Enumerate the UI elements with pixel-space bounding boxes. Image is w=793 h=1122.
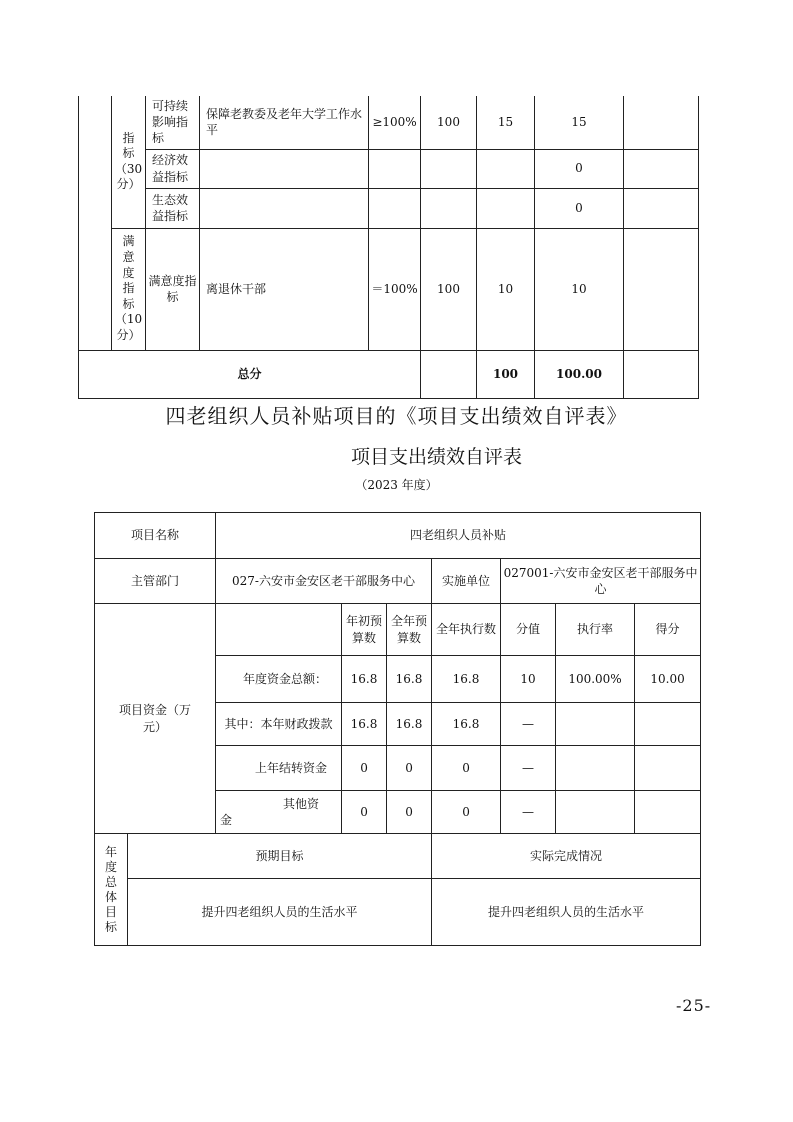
weight-value: 10	[477, 228, 535, 350]
total-weight: 100	[477, 350, 535, 398]
weight-value	[477, 149, 535, 188]
level1-char: （30	[114, 161, 143, 176]
funds-row-label: 上年结转资金	[216, 746, 342, 791]
expected-goal-header: 预期目标	[128, 834, 432, 879]
funds-value: 0	[432, 791, 501, 834]
level2-indicator: 满意度指标	[146, 228, 200, 350]
indicator-name: 保障老教委及老年大学工作水平	[200, 96, 369, 149]
funds-value: 16.8	[342, 656, 387, 703]
actual-value: 100	[421, 228, 477, 350]
score-value: 10	[535, 228, 624, 350]
page-number: -25-	[676, 996, 712, 1015]
actual-completion-value: 提升四老组织人员的生活水平	[432, 879, 701, 946]
funds-value: 16.8	[342, 703, 387, 746]
level2-indicator: 可持续影响指标	[146, 96, 200, 149]
annual-goal-label	[95, 834, 128, 946]
funds-row-label: 年度资金总额：	[216, 656, 342, 703]
funds-value	[556, 703, 635, 746]
table-row	[79, 188, 699, 228]
level1-char: 指	[122, 130, 135, 145]
funds-value	[635, 791, 701, 834]
note-cell	[624, 96, 699, 149]
level1-char: 满	[122, 234, 135, 249]
level1-char: （10	[114, 312, 143, 327]
level2-indicator: 生态效益指标	[146, 188, 200, 228]
year-label: （2023 年度）	[355, 478, 438, 492]
blank-level1-cell	[79, 96, 112, 350]
funds-row-label-line: 其他资	[283, 796, 320, 811]
funds-value: 0	[387, 746, 432, 791]
funds-header-row	[95, 604, 701, 656]
goal-label-char: 目	[104, 904, 117, 919]
table-row	[79, 228, 699, 350]
funds-value: 100.00%	[556, 656, 635, 703]
col-header: 全年执行数	[432, 604, 501, 656]
target-value: ＝100%	[369, 228, 421, 350]
table-row	[79, 96, 699, 149]
level1-char: 度	[122, 265, 135, 280]
impl-value: 027001-六安市金安区老干部服务中心	[501, 559, 701, 604]
funds-label: 项目资金（万元）	[95, 604, 216, 834]
total-actual-cell	[421, 350, 477, 398]
funds-row-label: 其中：本年财政拨款	[216, 703, 342, 746]
goal-label-char: 总	[104, 874, 117, 889]
goal-header-row	[95, 834, 701, 879]
funds-value: 16.8	[387, 656, 432, 703]
target-value	[369, 188, 421, 228]
actual-value	[421, 188, 477, 228]
funds-value: 10.00	[635, 656, 701, 703]
note-cell	[624, 149, 699, 188]
col-header: 分值	[501, 604, 556, 656]
level1-char: 分）	[116, 327, 141, 342]
funds-value: 16.8	[432, 656, 501, 703]
goal-label-char: 体	[104, 889, 117, 904]
table-row	[95, 559, 701, 604]
col-header: 得分	[635, 604, 701, 656]
funds-row-label-line: 金	[220, 813, 233, 827]
impl-label: 实施单位	[432, 559, 501, 604]
indicator-name	[200, 188, 369, 228]
project-name-value: 四老组织人员补贴	[216, 513, 701, 559]
funds-value: 10	[501, 656, 556, 703]
funds-header-blank	[216, 604, 342, 656]
col-header: 执行率	[556, 604, 635, 656]
funds-value	[635, 746, 701, 791]
indicator-name: 离退休干部	[200, 228, 369, 350]
col-header: 全年预算数	[387, 604, 432, 656]
score-value: 0	[535, 188, 624, 228]
funds-value: 0	[342, 746, 387, 791]
funds-value: 16.8	[432, 703, 501, 746]
funds-value	[556, 791, 635, 834]
project-name-label: 项目名称	[95, 513, 216, 559]
goal-label-char: 标	[104, 919, 117, 934]
funds-value: 0	[342, 791, 387, 834]
note-cell	[624, 228, 699, 350]
funds-value: —	[501, 791, 556, 834]
level1-char: 标	[122, 296, 135, 311]
weight-value	[477, 188, 535, 228]
funds-value: 0	[432, 746, 501, 791]
note-cell	[624, 188, 699, 228]
dept-value: 027-六安市金安区老干部服务中心	[216, 559, 432, 604]
col-header: 年初预算数	[342, 604, 387, 656]
document-title: 四老组织人员补贴项目的《项目支出绩效自评表》	[165, 404, 628, 428]
total-row	[79, 350, 699, 398]
level1-indicator-cell	[112, 228, 146, 350]
actual-value: 100	[421, 96, 477, 149]
weight-value: 15	[477, 96, 535, 149]
funds-value	[556, 746, 635, 791]
form-title: 项目支出绩效自评表	[350, 446, 522, 468]
score-value: 0	[535, 149, 624, 188]
total-label: 总分	[79, 350, 421, 398]
project-expenditure-self-evaluation-table	[94, 512, 701, 946]
target-value: ≥100%	[369, 96, 421, 149]
goal-row	[95, 879, 701, 946]
funds-value: —	[501, 746, 556, 791]
funds-value: —	[501, 703, 556, 746]
total-score: 100.00	[535, 350, 624, 398]
table-row	[95, 513, 701, 559]
total-note-cell	[624, 350, 699, 398]
level1-char: 指	[122, 281, 135, 296]
level1-char: 标	[122, 146, 135, 161]
goal-label-char: 年	[104, 844, 117, 859]
score-value: 15	[535, 96, 624, 149]
dept-label: 主管部门	[95, 559, 216, 604]
target-value	[369, 149, 421, 188]
funds-value	[635, 703, 701, 746]
actual-value	[421, 149, 477, 188]
level1-indicator-cell	[112, 96, 146, 228]
funds-value: 16.8	[387, 703, 432, 746]
indicator-name	[200, 149, 369, 188]
level2-indicator: 经济效益指标	[146, 149, 200, 188]
funds-row-label	[216, 791, 342, 834]
level1-char: 分）	[116, 177, 141, 192]
funds-value: 0	[387, 791, 432, 834]
actual-completion-header: 实际完成情况	[432, 834, 701, 879]
expected-goal-value: 提升四老组织人员的生活水平	[128, 879, 432, 946]
table-row	[79, 149, 699, 188]
performance-indicator-table-continued	[78, 96, 699, 399]
level1-char: 意	[122, 250, 135, 265]
goal-label-char: 度	[104, 859, 117, 874]
